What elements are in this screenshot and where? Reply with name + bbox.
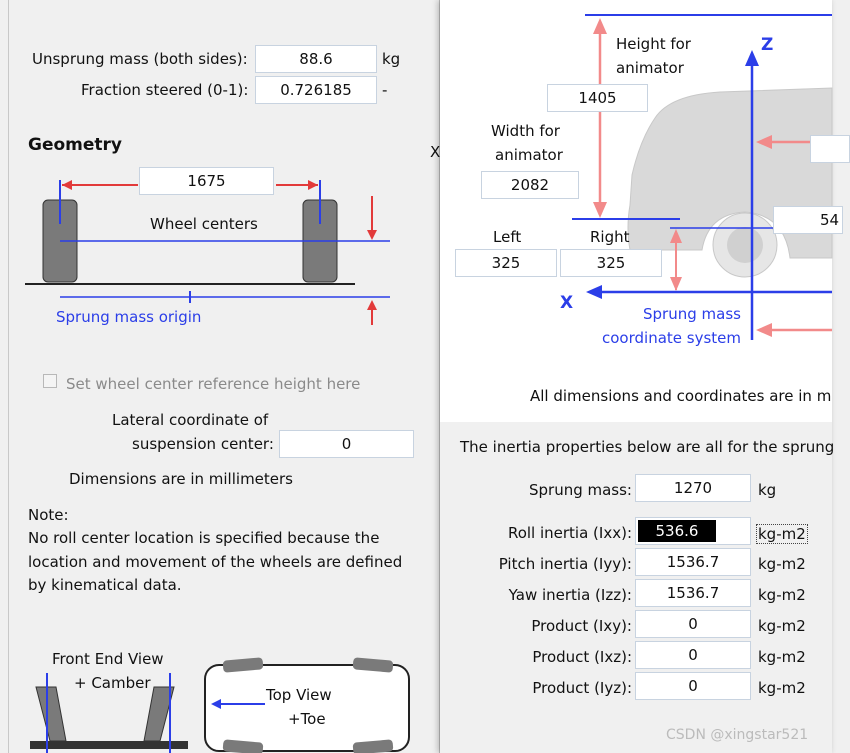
right-track-input[interactable]: 325	[560, 249, 662, 277]
front-view-label: Front End View	[52, 650, 164, 668]
right-panel	[440, 0, 840, 753]
yaw-inertia-unit: kg-m2	[758, 586, 806, 604]
height-animator-input[interactable]: 1405	[547, 84, 648, 112]
vehicle-outline	[205, 665, 409, 751]
roll-inertia-label: Roll inertia (Ixx):	[507, 524, 632, 542]
geometry-title: Geometry	[28, 135, 122, 155]
height-label-line2: animator	[616, 59, 684, 77]
note-line: by kinematical data.	[28, 576, 182, 594]
sprung-cs-label-line2: coordinate system	[602, 329, 741, 347]
wheel-center-checkbox[interactable]	[43, 374, 57, 388]
wheel-center-checkbox-label: Set wheel center reference height here	[66, 375, 361, 393]
pitch-inertia-input[interactable]: 1536.7	[635, 548, 751, 576]
lateral-label-line1: Lateral coordinate of	[112, 411, 269, 429]
unsprung-mass-unit: kg	[382, 50, 401, 68]
sprung-mass-unit: kg	[758, 481, 777, 499]
product-ixy-input[interactable]: 0	[635, 610, 751, 638]
arrow-right-icon	[308, 180, 318, 190]
yaw-inertia-label: Yaw inertia (Izz):	[508, 586, 632, 604]
unsprung-mass-label: Unsprung mass (both sides):	[32, 50, 248, 68]
camber-label: + Camber	[74, 674, 151, 692]
sprung-origin-label: Sprung mass origin	[56, 308, 202, 326]
lateral-label-line2: suspension center:	[132, 435, 274, 453]
sprung-mass-input[interactable]: 1270	[635, 474, 751, 502]
sprung-cs-label-line1: Sprung mass	[643, 305, 741, 323]
arrow-left-icon	[586, 285, 602, 299]
arrow-left-icon	[62, 180, 72, 190]
vehicle-hub-shape	[727, 227, 763, 263]
note-line: No roll center location is specified because the	[28, 529, 380, 547]
fraction-steered-input[interactable]: 0.726185	[255, 76, 377, 104]
panel-border	[8, 0, 9, 753]
top-view-label: Top View	[266, 686, 332, 704]
wheel-centers-label: Wheel centers	[150, 215, 258, 233]
top-view-diagram	[203, 657, 413, 753]
product-iyz-unit: kg-m2	[758, 679, 806, 697]
track-width-input[interactable]: 1675	[139, 167, 274, 195]
sprung-mass-label: Sprung mass:	[528, 481, 632, 499]
front-left-wheel-shape	[36, 687, 66, 741]
right-label: Right	[590, 228, 630, 246]
product-ixy-label: Product (Ixy):	[531, 617, 632, 635]
arrow-down-icon	[593, 202, 607, 218]
note-line: location and movement of the wheels are defined	[28, 553, 403, 571]
product-iyz-input[interactable]: 0	[635, 672, 751, 700]
fraction-steered-label: Fraction steered (0-1):	[81, 81, 249, 99]
arrow-up-icon	[593, 18, 607, 34]
product-iyz-label: Product (Iyz):	[532, 679, 632, 697]
left-label: Left	[493, 228, 522, 246]
pitch-inertia-label: Pitch inertia (Iyy):	[498, 555, 632, 573]
roll-inertia-selected-text: 536.6	[638, 520, 716, 542]
fraction-steered-unit: -	[382, 81, 388, 99]
width-animator-input[interactable]: 2082	[481, 171, 579, 199]
units-note: All dimensions and coordinates are in m	[530, 387, 832, 405]
yaw-inertia-input[interactable]: 1536.7	[635, 579, 751, 607]
lateral-coordinate-input[interactable]: 0	[279, 430, 414, 458]
axle-bar	[30, 741, 188, 749]
watermark: CSDN @xingstar521	[666, 727, 809, 743]
arrow-down-icon	[367, 230, 377, 240]
inertia-note: The inertia properties below are all for the sprung	[460, 438, 835, 456]
x-fragment-label: X	[430, 143, 441, 161]
toe-label: +Toe	[288, 710, 326, 728]
roll-inertia-input[interactable]	[635, 517, 751, 545]
left-track-input[interactable]: 325	[455, 249, 557, 277]
arrow-up-icon	[745, 50, 759, 66]
note-title: Note:	[28, 506, 69, 524]
width-label-line1: Width for	[491, 122, 560, 140]
product-ixz-unit: kg-m2	[758, 648, 806, 666]
inertia-section	[440, 422, 835, 753]
roll-inertia-unit: kg-m2	[758, 525, 806, 543]
unsprung-mass-input[interactable]: 88.6	[255, 45, 377, 73]
width-label-line2: animator	[495, 146, 563, 164]
partial-dimension-input[interactable]: 54	[773, 206, 843, 234]
arrow-left-icon	[756, 323, 772, 337]
product-ixz-input[interactable]: 0	[635, 641, 751, 669]
partial-field[interactable]	[810, 135, 850, 163]
z-axis-label: Z	[761, 35, 774, 55]
arrow-up-icon	[367, 300, 377, 310]
arrow-down-icon	[670, 277, 682, 291]
pitch-inertia-unit: kg-m2	[758, 555, 806, 573]
height-label-line1: Height for	[616, 35, 691, 53]
product-ixy-unit: kg-m2	[758, 617, 806, 635]
dimensions-note: Dimensions are in millimeters	[69, 470, 293, 488]
x-axis-label: X	[560, 293, 574, 313]
product-ixz-label: Product (Ixz):	[532, 648, 632, 666]
